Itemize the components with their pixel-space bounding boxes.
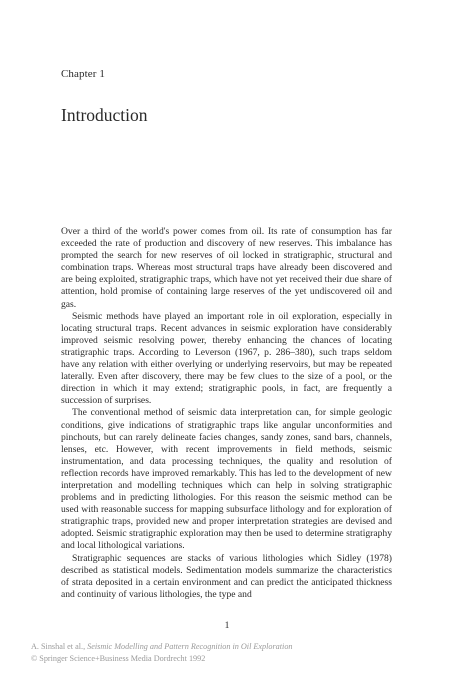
citation-book-title: Seismic Modelling and Pattern Recognition in Oil Exploration	[87, 642, 293, 651]
paragraph: Over a third of the world's power comes from oil. Its rate of consumption has far exceeded the rate of production and discovery of new reserves. This imbalance has prompted the search for new reserves of oil locked in stratigraphic, structural and combination traps. Whereas most structural traps have already been discovered and are being exploited, stratigraphic traps, which have not yet received their due share of attention, hold promise of containing large reserves of the yet undiscovered oil and gas.	[61, 226, 392, 310]
chapter-title: Introduction	[61, 105, 148, 125]
chapter-body	[61, 226, 392, 601]
citation-line	[31, 641, 293, 653]
paragraph: Seismic methods have played an important role in oil exploration, especially in locating structural traps. Recent advances in seismic exploration have considerably improved seismic resolving power, thereby enhancing the chances of locating stratigraphic traps. According to Leverson (1967, p. 286–380), such traps seldom have any relation with either overlying or underlying reservoirs, but may be repeated laterally. Even after discovery, there may be few clues to the size of a pool, or the direction in which it may extend; stratigraphic pools, in fact, are frequently a succession of surprises.	[61, 310, 392, 407]
page-number: 1	[224, 620, 230, 631]
paragraph: Stratigraphic sequences are stacks of various lithologies which Sidley (1978) described as statistical models. Sedimentation models summarize the characteristics of strata deposited in a certain environment and can predict the anticipated thickness and continuity of various lithologies, the type and	[61, 552, 392, 600]
citation-authors: A. Sinshal et al.,	[31, 642, 86, 651]
copyright-notice: © Springer Science+Business Media Dordrecht 1992	[31, 653, 206, 663]
chapter-label: Chapter 1	[61, 68, 105, 80]
citation-footer	[31, 641, 293, 664]
paragraph: The conventional method of seismic data interpretation can, for simple geologic conditions, give indications of stratigraphic traps like angular unconformities and pinchouts, but can rarely delineate facies changes, sandy zones, sand bars, channels, lenses, etc. However, with recent improvements in field methods, seismic instrumentation, and data processing techniques, the quality and resolution of reflection records have improved remarkably. This has led to the development of new interpretation and modelling techniques which can help in solving stratigraphic problems and in predicting lithologies. For this reason the seismic method can be used with reasonable success for mapping subsurface lithology and for exploration of stratigraphic traps, provided new and proper interpretation strategies are devised and adopted. Seismic stratigraphic exploration may then be used to determine stratigraphy and local lithological variations.	[61, 407, 392, 552]
